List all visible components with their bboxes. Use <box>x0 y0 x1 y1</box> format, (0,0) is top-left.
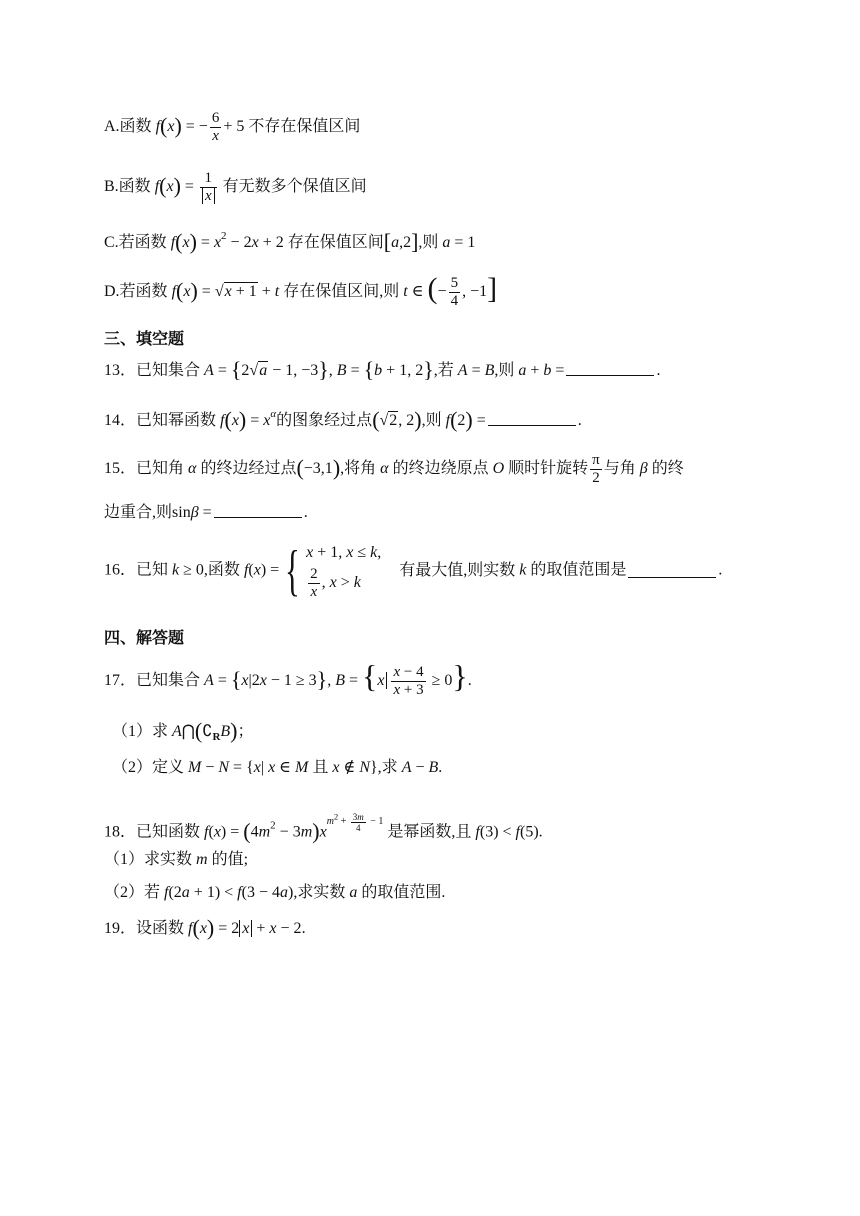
question-16: 16．已知 k ≥ 0,函数 f(x) = { x + 1, x ≤ k, $\frac{2}{x}$ , x > k 有最大值,则实数 k 的取值范围是 . <box>104 539 723 602</box>
option-d-prefix: D.若函数 <box>104 283 168 301</box>
option-c: C.若函数 $f(x) = x^2 - 2x + 2$ 存在保值区间[a,2],则 a = 1 <box>104 229 476 254</box>
answer-blank[interactable] <box>488 411 576 426</box>
fraction: $\frac{6}{x}$ <box>211 110 220 144</box>
q16-text1: 已知 <box>136 561 169 579</box>
period: . <box>656 362 661 379</box>
period: . <box>301 920 306 937</box>
period: . <box>467 672 472 690</box>
option-b-prefix: B.函数 <box>104 178 151 196</box>
question-number: 17． <box>104 672 137 690</box>
q18-p2: （2）若 <box>104 884 161 901</box>
question-18: 18．已知函数 $f(x) = (4m^2 - 3m)x^{m^2 + \frac{3m}{4} - 1}$ 是幂函数,且 f(3) < f(5). <box>104 811 543 844</box>
q15-text4: 的终边绕原点 <box>392 460 489 478</box>
semicolon: ； <box>237 723 254 740</box>
fraction: $\frac{1}{x}$ <box>200 170 217 205</box>
q13-text1: 已知集合 <box>136 362 201 379</box>
option-b-suffix: 有无数多个保值区间 <box>222 178 367 196</box>
q18-text2: 是幂函数,且 <box>387 823 472 841</box>
period: . <box>438 759 443 776</box>
fraction: $\frac{5}{4}$ <box>450 275 459 309</box>
q13-text3: ,则 <box>494 362 515 379</box>
q15-text2: 的终边经过点 <box>200 460 297 478</box>
question-17-part2: （2）定义 M − N = {x| x ∈ M 且 x ∉ N},求 A − B. <box>112 759 443 776</box>
question-number: 14． <box>104 412 137 429</box>
period: . <box>303 504 308 521</box>
option-c-prefix: C.若函数 <box>104 234 167 251</box>
q13-text2: ,若 <box>433 362 454 379</box>
answer-blank[interactable] <box>566 361 654 376</box>
question-17-part1: （1）求 $A⋂(∁_RB)$； <box>112 718 254 744</box>
q15-line2: 边重合,则 <box>104 504 173 521</box>
fraction: $\frac{\pi}{2}$ <box>592 452 600 486</box>
option-c-mid: 存在保值区间 <box>287 234 384 251</box>
question-number: 13． <box>104 362 137 379</box>
q15-text3: ,将角 <box>340 460 377 478</box>
question-18-part2: （2）若 f(2a + 1) < f(3 − 4a),求实数 a 的取值范围. <box>104 884 446 901</box>
q15-text5: 顺时针旋转 <box>508 460 589 478</box>
piecewise: x + 1, x ≤ k, $\frac{2}{x}$ , x > k <box>306 544 382 600</box>
question-17: 17．已知集合 A = {x|2x − 1 ≥ 3}, B = {x $\frac{x - 4}{x + 3}$ ≥ 0}. <box>104 658 472 698</box>
brace: { <box>285 539 301 602</box>
q18-p2b: ,求实数 <box>293 884 346 901</box>
q15-text7: 的终 <box>651 460 684 478</box>
question-18-part1: （1）求实数 m 的值; <box>104 851 249 868</box>
q16-text4: 的取值范围是 <box>530 561 627 579</box>
q18-text1: 已知函数 <box>136 823 201 841</box>
question-14: 14．已知幂函数 $f(x) = x^\alpha$的图象经过点(√2, 2),则 f(2) = . <box>104 407 582 432</box>
section-solve-heading: 四、解答题 <box>104 628 185 647</box>
answer-blank[interactable] <box>214 503 302 518</box>
q16-text3: 有最大值,则实数 <box>399 561 516 579</box>
question-number: 15． <box>104 460 137 478</box>
q17-p2c: ,求 <box>377 759 398 776</box>
q15-text6: 与角 <box>603 460 636 478</box>
q17-p2b: 且 <box>312 759 329 776</box>
question-number: 16． <box>104 561 137 579</box>
section-fill-heading: 三、填空题 <box>104 329 185 348</box>
q17-text1: 已知集合 <box>136 672 201 690</box>
q16-text2: ,函数 <box>203 561 240 579</box>
question-number: 18． <box>104 823 137 841</box>
option-a: A.函数 f(x) = − $\frac{6}{x}$ + 5 不存在保值区间 <box>104 110 361 144</box>
q15-text1: 已知角 <box>136 460 185 478</box>
q14-text1: 已知幂函数 <box>136 412 217 429</box>
q18-p2c: 的取值范围. <box>361 884 446 901</box>
q17-p1: （1）求 <box>112 723 169 740</box>
period: . <box>718 561 723 579</box>
question-19: 19．设函数 f(x) = 2 x + x − 2. <box>104 915 306 940</box>
option-b: B.函数 f(x) = $\frac{1}{x}$ 有无数多个保值区间 <box>104 170 367 204</box>
option-a-prefix: A.函数 <box>104 118 152 136</box>
period: . <box>538 823 543 841</box>
q18-p1: （1）求实数 <box>104 851 193 868</box>
question-13: 13．已知集合 A = {2√a − 1, −3}, B = {b + 1, 2},若 A = B,则 a + b = . <box>104 357 661 382</box>
q17-p2: （2）定义 <box>112 759 185 776</box>
option-c-suffix: ,则 <box>418 234 439 251</box>
question-number: 19． <box>104 920 137 937</box>
option-d: D.若函数 f(x) = √x + 1 + t 存在保值区间,则 t ∈ (− $\frac{5}{4}$ , −1] <box>104 272 498 309</box>
question-15-line2: 边重合,则sinβ = . <box>104 504 308 521</box>
option-d-mid: 存在保值区间,则 <box>283 283 400 301</box>
period: . <box>577 412 582 429</box>
q19-text1: 设函数 <box>136 920 185 937</box>
option-a-suffix: 不存在保值区间 <box>248 118 361 136</box>
answer-blank[interactable] <box>628 563 716 578</box>
question-15: 15．已知角 α 的终边经过点(−3,1),将角 α 的终边绕原点 O 顺时针旋转 $\frac{\pi}{2}$ 与角 β 的终 <box>104 452 684 486</box>
q14-text2: 的图象经过点 <box>276 412 373 429</box>
q14-text3: ,则 <box>421 412 442 429</box>
q18-p1b: 的值; <box>211 851 249 868</box>
